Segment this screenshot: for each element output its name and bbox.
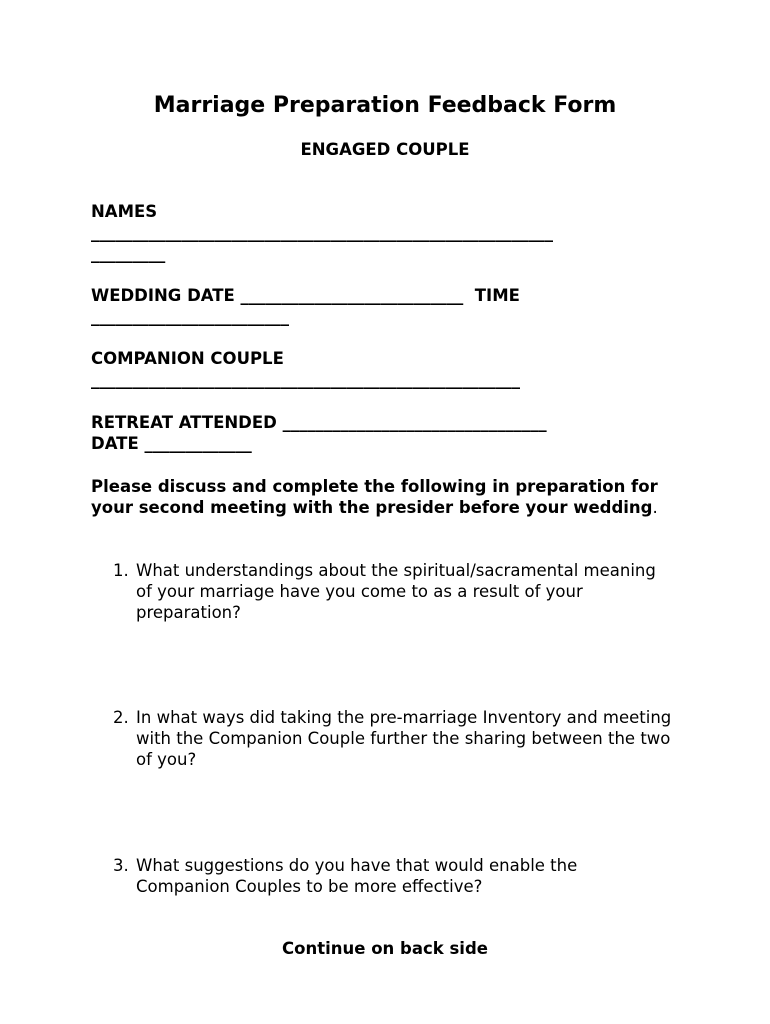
- question-number: 1.: [113, 561, 129, 580]
- wedding-time-line: ________________________: [91, 307, 289, 326]
- retreat-attended-label: RETREAT ATTENDED ________________________________: [91, 413, 547, 432]
- names-line: ________________________________________________________: [91, 223, 553, 242]
- question-number: 3.: [113, 856, 129, 875]
- question-number: 2.: [113, 708, 129, 727]
- instructions-paragraph: [91, 476, 681, 518]
- wedding-date-time-label: WEDDING DATE ___________________________ TIME: [91, 286, 520, 305]
- page-title: Marriage Preparation Feedback Form: [153, 93, 617, 118]
- continue-on-back-note: Continue on back side: [282, 939, 488, 958]
- question-text: In what ways did taking the pre-marriage Inventory and meeting with the Companion Couple further the sharing between the two of you?: [136, 708, 672, 769]
- instructions-text: Please discuss and complete the following in preparation for your second meeting with the presider before your wedding: [91, 477, 658, 517]
- question-3: [113, 855, 673, 897]
- question-text: What suggestions do you have that would enable the Companion Couples to be more effective?: [136, 856, 578, 896]
- companion-couple-label: COMPANION COUPLE: [91, 349, 284, 368]
- question-1: [113, 560, 673, 623]
- companion-couple-line: ____________________________________________________: [91, 370, 520, 389]
- form-subtitle: ENGAGED COUPLE: [300, 140, 470, 159]
- retreat-date-line: DATE _____________: [91, 434, 252, 453]
- instructions-period: .: [652, 498, 658, 517]
- names-label: NAMES: [91, 202, 158, 221]
- question-text: What understandings about the spiritual/sacramental meaning of your marriage have you come to as a result of your preparation?: [136, 561, 656, 622]
- question-2: [113, 707, 673, 770]
- names-line-continued: _________: [91, 244, 166, 263]
